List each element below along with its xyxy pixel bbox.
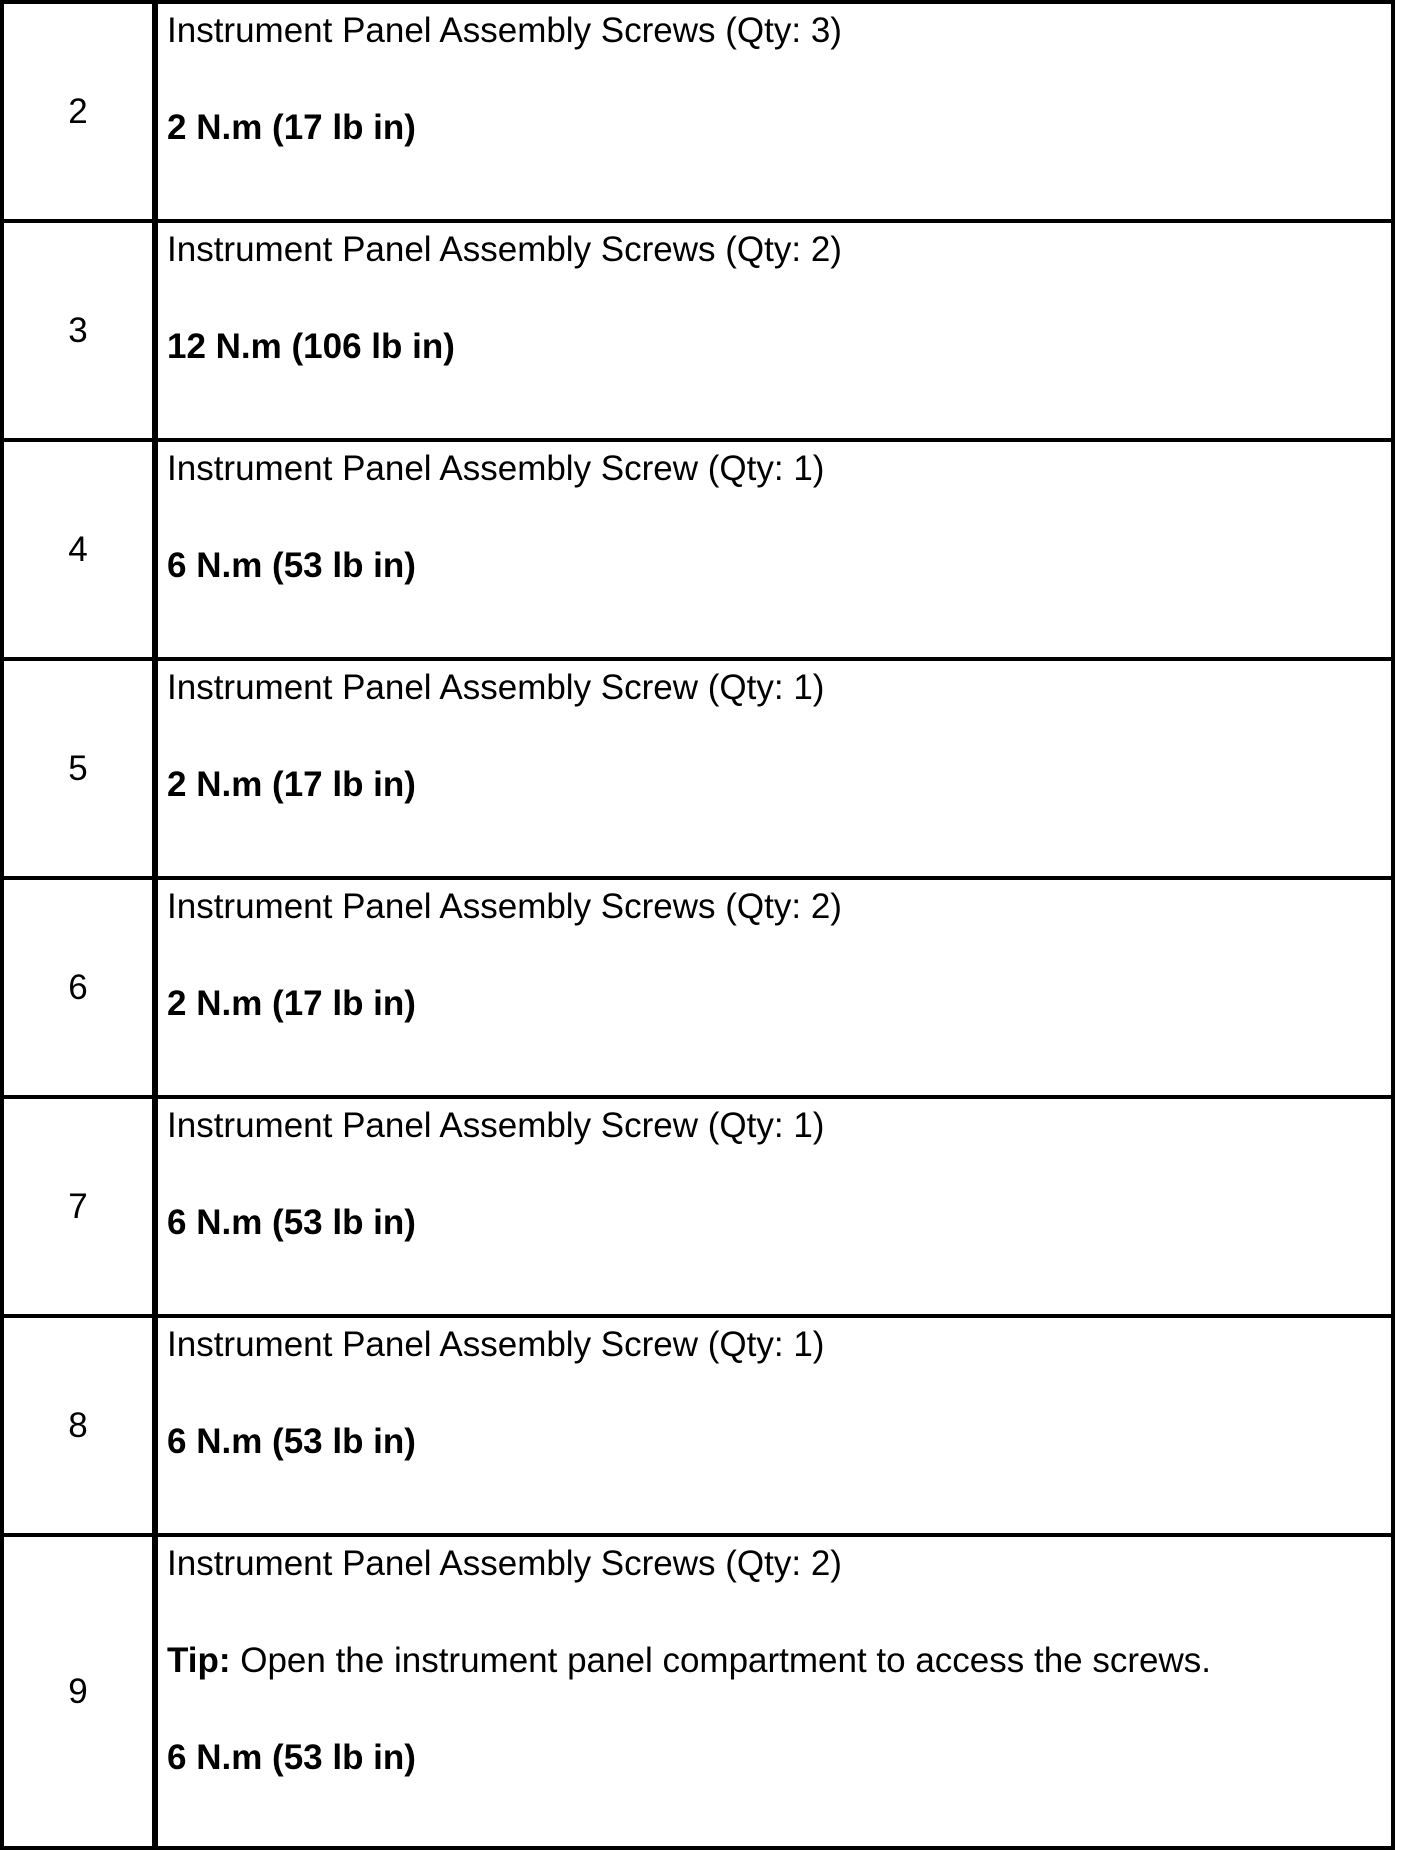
torque-value: 12 N.m (106 lb in) [167,327,455,366]
step-number: 5 [2,659,155,878]
step-description-cell [155,440,1393,659]
torque-value: 6 N.m (53 lb in) [167,1203,416,1242]
torque-value: 6 N.m (53 lb in) [167,1422,416,1461]
step-number: 8 [2,1316,155,1535]
step-number: 6 [2,878,155,1097]
step-description-cell [155,2,1393,221]
step-description-cell [155,1535,1393,1848]
step-description-cell [155,659,1393,878]
torque-value: 6 N.m (53 lb in) [167,546,416,585]
table-row [2,659,1393,878]
step-description-cell [155,878,1393,1097]
step-number: 4 [2,440,155,659]
fastener-description: Instrument Panel Assembly Screws (Qty: 2) [167,1544,842,1583]
torque-value: 2 N.m (17 lb in) [167,984,416,1023]
torque-value: 2 N.m (17 lb in) [167,108,416,147]
step-number: 3 [2,221,155,440]
fastener-description: Instrument Panel Assembly Screw (Qty: 1) [167,449,825,488]
step-description-cell [155,1316,1393,1535]
fastener-description: Instrument Panel Assembly Screws (Qty: 2) [167,887,842,926]
step-number: 7 [2,1097,155,1316]
table-row [2,1316,1393,1535]
table-row [2,440,1393,659]
table-row [2,1097,1393,1316]
fastener-description: Instrument Panel Assembly Screw (Qty: 1) [167,668,825,707]
tip-text: Open the instrument panel compartment to access the screws. [230,1641,1211,1680]
step-number: 2 [2,2,155,221]
table-row [2,2,1393,221]
torque-value: 6 N.m (53 lb in) [167,1738,416,1777]
tip-note [167,1641,1391,1681]
table-row [2,878,1393,1097]
fastener-description: Instrument Panel Assembly Screw (Qty: 1) [167,1325,825,1364]
step-number: 9 [2,1535,155,1848]
fastener-description: Instrument Panel Assembly Screws (Qty: 3) [167,11,842,50]
tip-label: Tip: [167,1641,231,1680]
torque-value: 2 N.m (17 lb in) [167,765,416,804]
step-description-cell [155,1097,1393,1316]
table-row [2,221,1393,440]
fastener-description: Instrument Panel Assembly Screw (Qty: 1) [167,1106,825,1145]
step-description-cell [155,221,1393,440]
table-row [2,1535,1393,1848]
fastener-description: Instrument Panel Assembly Screws (Qty: 2) [167,230,842,269]
